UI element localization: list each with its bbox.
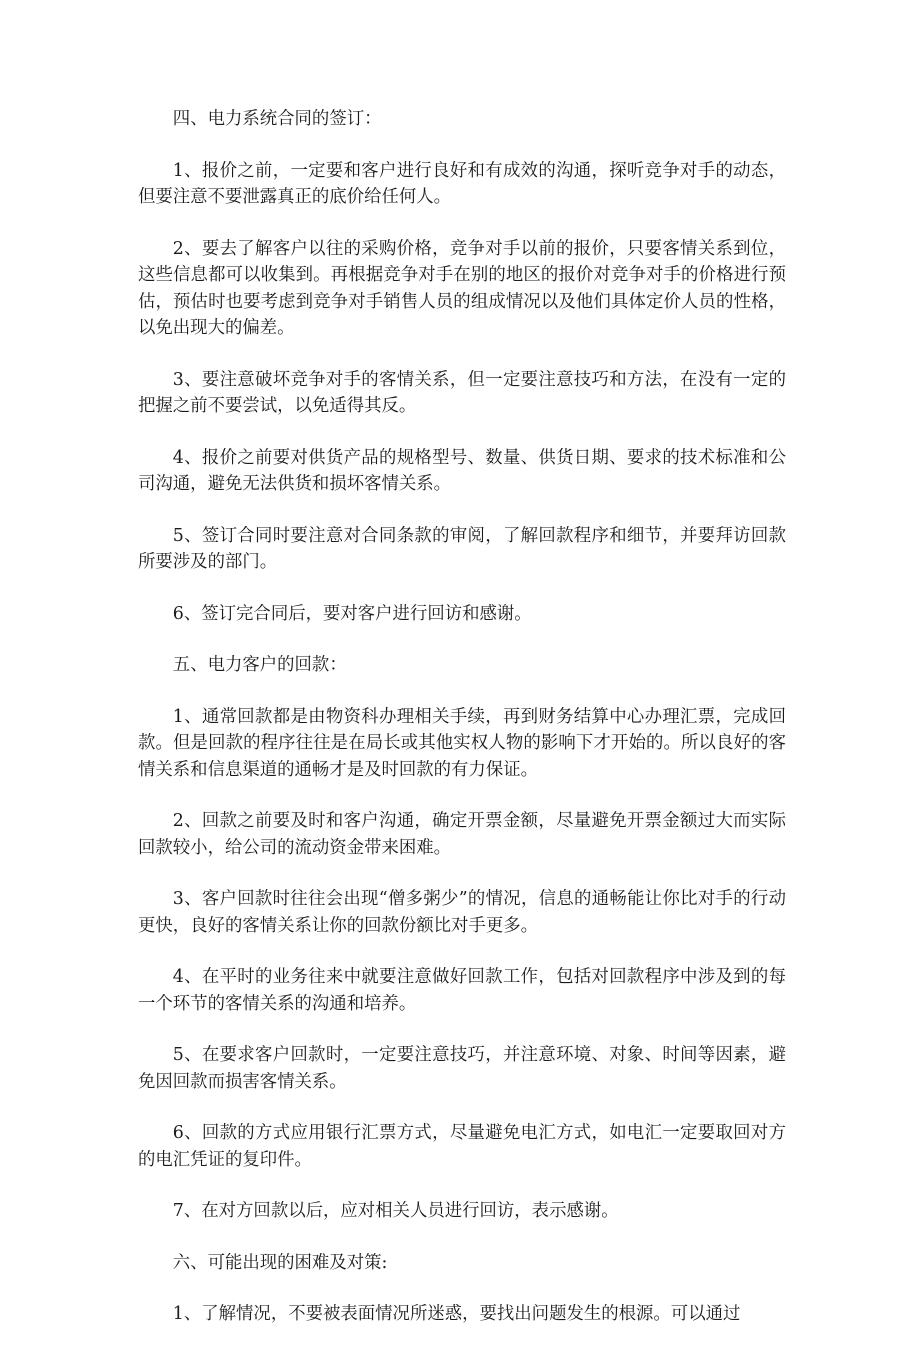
payment-item-4: 4、在平时的业务往来中就要注意做好回款工作，包括对回款程序中涉及到的每一个环节的客情关系的沟通和培养。 [138,967,786,1014]
difficulty-item-1: 1、了解情况，不要被表面情况所迷惑，要找出问题发生的根源。可以通过 [172,1304,741,1324]
contract-item-3: 3、要注意破坏竞争对手的客情关系，但一定要注意技巧和方法，在没有一定的把握之前不要尝试，以免适得其反。 [138,369,786,416]
contract-item-1: 1、报价之前，一定要和客户进行良好和有成效的沟通，探听竞争对手的动态，但要注意不要泄露真正的底价给任何人。 [138,160,786,207]
document-body [138,106,786,1353]
payment-item-7: 7、在对方回款以后，应对相关人员进行回访，表示感谢。 [172,1201,619,1221]
section-heading-difficulties: 六、可能出现的困难及对策: [172,1252,388,1273]
payment-item-3: 3、客户回款时往往会出现“僧多粥少”的情况，信息的通畅能让你比对手的行动更快，良好的客情关系让你的回款份额比对手更多。 [138,889,786,936]
section-heading-payment-collection: 五、电力客户的回款： [172,655,347,675]
contract-item-5: 5、签订合同时要注意对合同条款的审阅，了解回款程序和细节，并要拜访回款所要涉及的部门。 [138,525,786,572]
payment-item-1: 1、通常回款都是由物资科办理相关手续，再到财务结算中心办理汇票，完成回款。但是回款的程序往往是在局长或其他实权人物的影响下才开始的。所以良好的客情关系和信息渠道的通畅才是及时回款的有力保证。 [138,706,786,780]
contract-item-6: 6、签订完合同后，要对客户进行回访和感谢。 [172,603,532,624]
contract-item-4: 4、报价之前要对供货产品的规格型号、数量、供货日期、要求的技术标准和公司沟通，避免无法供货和损坏客情关系。 [138,447,786,494]
payment-item-6: 6、回款的方式应用银行汇票方式，尽量避免电汇方式，如电汇一定要取回对方的电汇凭证的复印件。 [138,1123,786,1170]
payment-item-5: 5、在要求客户回款时，一定要注意技巧，并注意环境、对象、时间等因素，避免因回款而损害客情关系。 [138,1045,786,1092]
payment-item-2: 2、回款之前要及时和客户沟通，确定开票金额，尽量避免开票金额过大而实际回款较小，给公司的流动资金带来困难。 [138,811,786,858]
section-heading-contract-signing: 四、电力系统合同的签订： [172,109,382,129]
contract-item-2: 2、要去了解客户以往的采购价格，竞争对手以前的报价，只要客情关系到位，这些信息都可以收集到。再根据竞争对手在别的地区的报价对竞争对手的价格进行预估，预估时也要考虑到竞争对手销售人员的组成情况以及他们具体定价人员的性格，以免出现大的偏差。 [138,238,786,338]
